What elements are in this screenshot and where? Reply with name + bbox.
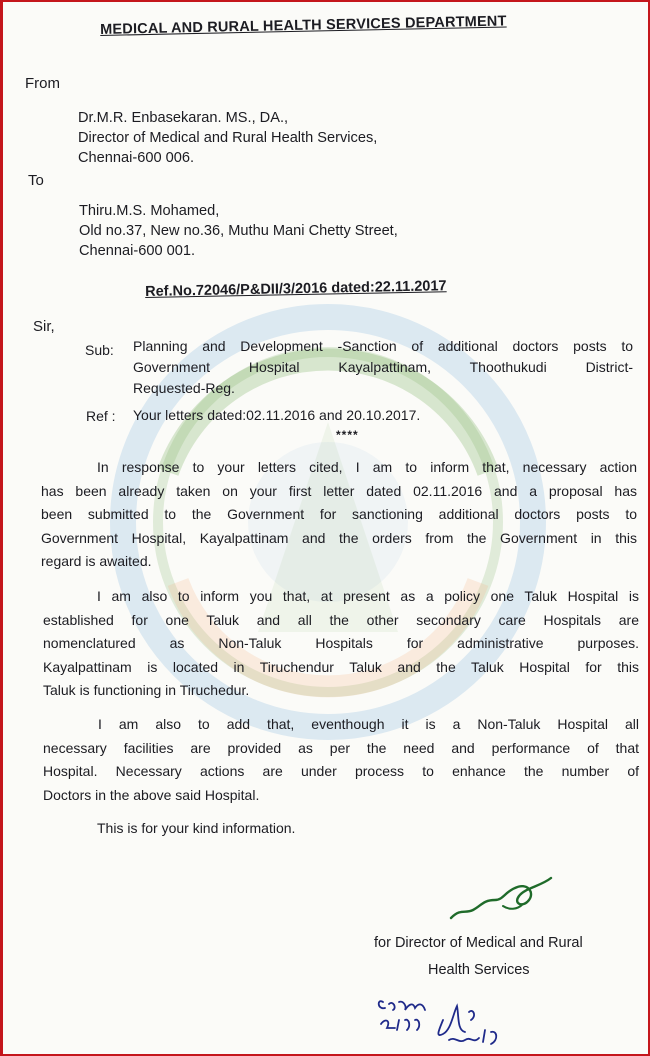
recipient-name: Thiru.M.S. Mohamed,	[79, 203, 220, 219]
signature-line-2: Health Services	[428, 962, 530, 978]
sender-name: Dr.M.R. Enbasekaran. MS., DA.,	[78, 110, 289, 126]
recipient-address	[79, 201, 398, 261]
paragraph-line: Government Hospital, Kayalpattinam and the orders from the Government in this	[41, 529, 637, 546]
paragraph-2	[43, 585, 639, 703]
paragraph-line: I am also to inform you that, at present as a policy one Taluk Hospital is	[97, 588, 639, 604]
subject-label: Sub:	[85, 342, 114, 358]
subject-line-3: Requested-Reg.	[133, 380, 235, 396]
ref-label: Ref :	[86, 408, 116, 424]
separator: ****	[336, 428, 359, 442]
from-label: From	[25, 75, 60, 92]
paragraph-line: established for one Taluk and all the other secondary care Hospitals are	[43, 611, 639, 628]
to-label: To	[28, 172, 44, 189]
reference-number: Ref.No.72046/P&DII/3/2016 dated:22.11.2017	[145, 278, 447, 300]
recipient-street: Old no.37, New no.36, Muthu Mani Chetty Street,	[79, 223, 398, 239]
paragraph-line: Taluk is functioning in Tiruchedur.	[43, 682, 250, 698]
paragraph-4	[97, 817, 295, 841]
paragraph-3	[43, 713, 639, 807]
paragraph-line: nomenclatured as Non-Taluk Hospitals for administrative purposes.	[43, 635, 639, 651]
subject-line-2: Government Hospital Kayalpattinam, Thoothukudi District-	[133, 359, 633, 375]
paragraph-line: regard is awaited.	[41, 553, 152, 569]
paragraph-line: been submitted to the Government for sanctioning additional doctors posts to	[41, 506, 637, 522]
recipient-city: Chennai-600 001.	[79, 243, 196, 259]
ref-text: Your letters dated:02.11.2016 and 20.10.2017.	[133, 407, 421, 423]
paragraph-line: In response to your letters cited, I am to inform that, necessary action	[97, 459, 637, 475]
paragraph-line: I am also to add that, eventhough it is a Non-Taluk Hospital all	[98, 716, 639, 732]
paragraph-line: necessary facilities are provided as per the need and performance of that	[43, 739, 639, 756]
paragraph-line: This is for your kind information.	[97, 820, 296, 836]
sender-address	[78, 108, 377, 168]
paragraph-line: Hospital. Necessary actions are under process to enhance the number of	[43, 763, 639, 779]
department-title: MEDICAL AND RURAL HEALTH SERVICES DEPARTMENT	[100, 13, 507, 38]
subject-text	[133, 336, 633, 399]
paragraph-1	[41, 456, 637, 574]
handwritten-initials-icon	[373, 990, 523, 1052]
paragraph-line: has been already taken on your first letter dated 02.11.2016 and a proposal has	[41, 482, 637, 499]
sender-designation: Director of Medical and Rural Health Services,	[78, 130, 378, 146]
paragraph-line: Doctors in the above said Hospital.	[43, 786, 260, 803]
signature-line-1: for Director of Medical and Rural	[374, 935, 583, 951]
salutation: Sir,	[33, 318, 55, 335]
subject-line-1: Planning and Development -Sanction of additional doctors posts to	[133, 338, 633, 354]
signature-scribble-icon	[443, 870, 563, 928]
sender-city: Chennai-600 006.	[78, 150, 195, 166]
paragraph-line: Kayalpattinam is located in Tiruchendur Taluk and the Taluk Hospital for this	[43, 658, 639, 675]
